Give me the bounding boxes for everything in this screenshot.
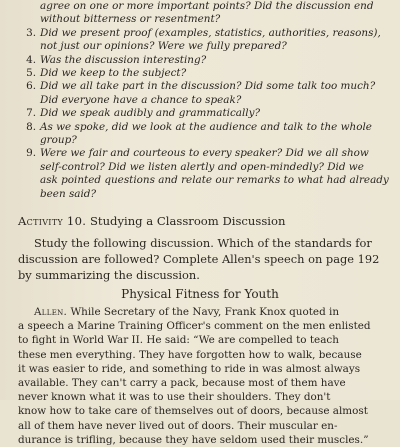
speaker-name: Allen. [34, 306, 68, 318]
speech-line: it was easier to ride, and something to ride in was almost always [18, 362, 361, 375]
checklist-number: 3. [26, 26, 36, 39]
checklist-line [18, 134, 390, 147]
checklist-text: Did everyone have a chance to speak? [40, 93, 242, 106]
checklist-line [18, 80, 390, 93]
checklist-text: not just our opinions? Were we fully prepared? [40, 40, 287, 53]
checklist-line [18, 54, 390, 67]
checklist-number: 5. [26, 67, 36, 80]
checklist-line [18, 40, 390, 53]
activity-instructions: Study the following discussion. Which of the standards for discussion are followed? Complete Allen's speech on page 192 by summarizing the discussion. [18, 236, 380, 282]
activity-label: Activity 10. [18, 214, 87, 228]
checklist-number [18, 94, 40, 107]
checklist-text: group? [40, 134, 77, 147]
checklist-text: Was the discussion interesting? [40, 53, 207, 66]
speech-line: available. They can't carry a pack, because most of them have [18, 377, 346, 390]
checklist-number [18, 174, 40, 187]
checklist-line [18, 107, 390, 120]
speech-line [18, 305, 386, 319]
speech-line: to fight in World War II. He said: “We are compelled to teach [18, 334, 339, 347]
checklist-line [18, 0, 390, 13]
checklist-text: ask pointed questions and relate our remarks to what had already [40, 174, 389, 187]
checklist-number: 6. [26, 80, 36, 93]
activity-heading [18, 213, 390, 229]
checklist-text: Were we fair and courteous to every speaker? Did we all show [40, 147, 369, 160]
checklist-line [18, 94, 390, 107]
speech-line: all of them have never lived out of doors. Their muscular en- [18, 419, 338, 432]
checklist-text: agree on one or more important points? Did the discussion end [40, 0, 374, 12]
speech-line: never known what it was to use their shoulders. They don't [18, 391, 331, 404]
checklist-text: without bitterness or resentment? [40, 13, 221, 26]
checklist-number: 9. [26, 147, 36, 160]
checklist-text: been said? [40, 187, 97, 200]
speech-line: a speech a Marine Training Officer's comment on the men enlisted [18, 320, 371, 333]
checklist-text: self-control? Did we listen alertly and open-mindedly? Did we [40, 160, 364, 173]
checklist-number [18, 13, 40, 26]
checklist-number [18, 0, 40, 13]
speech-line: know how to take care of themselves out of doors, because almost [18, 405, 368, 418]
checklist-number [18, 161, 40, 174]
checklist-number [18, 134, 40, 147]
speech-line: these men everything. They have forgotten how to walk, because [18, 348, 362, 361]
checklist-line [18, 161, 390, 174]
checklist-line [18, 121, 390, 134]
checklist-line [18, 13, 390, 26]
checklist-number: 7. [26, 107, 36, 120]
speech-line-text: While Secretary of the Navy, Frank Knox quoted in [70, 306, 340, 318]
checklist-line [18, 67, 390, 80]
checklist-text: Did we keep to the subject? [40, 67, 187, 80]
checklist-line [18, 188, 390, 201]
checklist-text: As we spoke, did we look at the audience and talk to the whole [40, 120, 372, 133]
checklist-text: Did we present proof (examples, statistics, authorities, reasons), [40, 26, 381, 39]
speech-paragraph [18, 305, 386, 447]
activity-title: Studying a Classroom Discussion [89, 214, 286, 228]
checklist-text: Did we speak audibly and grammatically? [40, 107, 261, 120]
checklist-line [18, 27, 390, 40]
checklist-text: Did we all take part in the discussion? Did some talk too much? [40, 80, 376, 93]
section-title: Physical Fitness for Youth [121, 287, 279, 301]
checklist-number: 4. [26, 53, 36, 66]
discussion-checklist [18, 0, 390, 201]
checklist-number [18, 188, 40, 201]
checklist-line [18, 147, 390, 160]
checklist-number [18, 40, 40, 53]
checklist-number: 8. [26, 120, 36, 133]
checklist-line [18, 174, 390, 187]
speech-line: durance is trifling, because they have seldom used their muscles.” [18, 433, 369, 446]
